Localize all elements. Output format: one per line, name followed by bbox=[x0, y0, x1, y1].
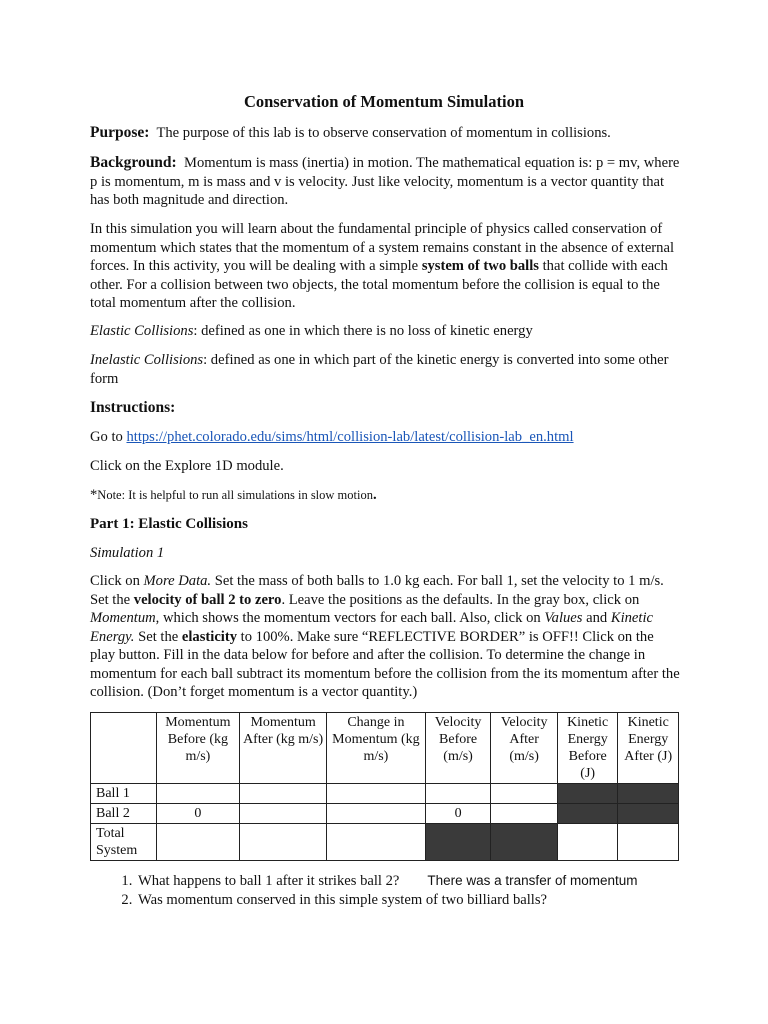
table-header-row bbox=[91, 713, 679, 784]
cell-velocity-before: 0 bbox=[425, 804, 491, 824]
table-header-velocity-after: Velocity After (m/s) bbox=[491, 713, 558, 784]
cell-ke-after-shaded bbox=[618, 784, 679, 804]
note-period: . bbox=[372, 487, 377, 503]
cell-change-momentum[interactable] bbox=[326, 804, 425, 824]
collision-data-table bbox=[90, 712, 679, 861]
sim-text-c: . Leave the positions as the defaults. In the gray box, click on bbox=[281, 591, 640, 608]
purpose-label: Purpose: bbox=[90, 124, 150, 141]
instructions-heading: Instructions: bbox=[90, 399, 176, 416]
table-header-corner bbox=[91, 713, 157, 784]
cell-momentum-after[interactable] bbox=[240, 784, 327, 804]
intro-text-2: that collide with each other. For a collision between two objects, the total momentum before the collision is equal to the total momentum after the collision. bbox=[90, 258, 668, 311]
table-row-ball-1 bbox=[91, 784, 679, 804]
page-title: Conservation of Momentum Simulation bbox=[243, 92, 525, 111]
question-text: Was momentum conserved in this simple system of two billiard balls? bbox=[138, 891, 548, 908]
sim-text-f: to 100%. Make sure “REFLECTIVE BORDER” is OFF!! Click on the play button. Fill in the data below for before and after the collision. To determine the change in momentum for each ball subtract its momentum before the collision from the its momentum after the collision. (Don’t forget momentum is a vector quantity.) bbox=[90, 628, 680, 700]
cell-change-momentum[interactable] bbox=[326, 824, 425, 861]
question-list bbox=[90, 872, 696, 909]
cell-velocity-after[interactable] bbox=[491, 804, 558, 824]
momentum-term: Momentum bbox=[90, 610, 156, 626]
cell-velocity-after[interactable] bbox=[491, 784, 558, 804]
values-term: Values bbox=[544, 610, 583, 626]
cell-momentum-before[interactable] bbox=[156, 784, 240, 804]
sim-text-e: Set the bbox=[134, 628, 182, 645]
purpose-paragraph bbox=[90, 124, 680, 143]
goto-line bbox=[90, 428, 680, 447]
simulation-instructions bbox=[90, 572, 680, 702]
elastic-text: : defined as one in which there is no loss of kinetic energy bbox=[193, 323, 533, 339]
table-header-velocity-before: Velocity Before (m/s) bbox=[425, 713, 491, 784]
kinetic-energy-term: Kinetic Energy. bbox=[90, 610, 653, 645]
row-label: Ball 2 bbox=[91, 804, 157, 824]
table-header-change-momentum: Change in Momentum (kg m/s) bbox=[326, 713, 425, 784]
intro-text-1: In this simulation you will learn about the fundamental principle of physics called conservation of momentum which states that the momentum of a system remains constant in the absence of external forces. In this activity, you will be dealing with a simple bbox=[90, 221, 674, 274]
simulation-link[interactable]: https://phet.colorado.edu/sims/html/collision-lab/latest/collision-lab_en.html bbox=[126, 429, 574, 445]
intro-paragraph bbox=[90, 220, 680, 313]
cell-velocity-before[interactable] bbox=[425, 784, 491, 804]
more-data-term: More Data. bbox=[143, 573, 212, 589]
question-answer[interactable]: There was a transfer of momentum bbox=[427, 873, 638, 888]
inelastic-definition bbox=[90, 351, 680, 388]
cell-change-momentum[interactable] bbox=[326, 784, 425, 804]
row-label: Total System bbox=[91, 824, 157, 861]
simulation-label: Simulation 1 bbox=[90, 545, 165, 561]
list-item bbox=[136, 891, 696, 910]
table-row-ball-2 bbox=[91, 804, 679, 824]
inelastic-text: : defined as one in which part of the kinetic energy is converted into some other form bbox=[90, 352, 669, 387]
cell-momentum-after[interactable] bbox=[240, 824, 327, 861]
cell-momentum-before[interactable] bbox=[156, 824, 240, 861]
cell-ke-after[interactable] bbox=[618, 824, 679, 861]
cell-velocity-after-shaded bbox=[491, 824, 558, 861]
table-header-momentum-before: Momentum Before (kg m/s) bbox=[156, 713, 240, 784]
question-text: What happens to ball 1 after it strikes ball 2? bbox=[138, 873, 400, 889]
sim-text-a: Click on bbox=[90, 573, 144, 589]
sim-text-b: Set the mass of both balls to 1.0 kg each. For ball 1, set the velocity to 1 m/s. Set the bbox=[90, 573, 664, 608]
explore-instruction: Click on the Explore 1D module. bbox=[90, 458, 284, 474]
cell-velocity-before-shaded bbox=[425, 824, 491, 861]
cell-momentum-after[interactable] bbox=[240, 804, 327, 824]
cell-ke-after-shaded bbox=[618, 804, 679, 824]
background-text: Momentum is mass (inertia) in motion. The mathematical equation is: p = mv, where p is momentum, m is mass and v is velocity. Just like velocity, momentum is a vector quantity that has both magnitude and direction. bbox=[90, 155, 680, 208]
table-header-ke-after: Kinetic Energy After (J) bbox=[618, 713, 679, 784]
purpose-text: The purpose of this lab is to observe conservation of momentum in collisions. bbox=[156, 125, 611, 141]
goto-text: Go to bbox=[90, 429, 127, 445]
part1-heading: Part 1: Elastic Collisions bbox=[90, 516, 248, 532]
list-item bbox=[136, 872, 696, 891]
cell-ke-before[interactable] bbox=[557, 824, 618, 861]
sim-text-and: and bbox=[582, 610, 611, 626]
velocity-ball2-bold: velocity of ball 2 to zero bbox=[133, 591, 282, 608]
cell-momentum-before: 0 bbox=[156, 804, 240, 824]
elastic-term: Elastic Collisions bbox=[90, 323, 194, 339]
intro-bold: system of two balls bbox=[421, 258, 539, 274]
table-header-ke-before: Kinetic Energy Before (J) bbox=[557, 713, 618, 784]
note-text: Note: It is helpful to run all simulations in slow motion bbox=[97, 488, 373, 502]
cell-ke-before-shaded bbox=[557, 784, 618, 804]
elastic-definition bbox=[90, 322, 680, 341]
sim-text-d: , which shows the momentum vectors for each ball. Also, click on bbox=[155, 610, 545, 626]
table-row-total-system bbox=[91, 824, 679, 861]
table-header-momentum-after: Momentum After (kg m/s) bbox=[240, 713, 327, 784]
inelastic-term: Inelastic Collisions bbox=[90, 352, 204, 368]
slow-motion-note bbox=[90, 486, 680, 505]
note-star: * bbox=[90, 487, 98, 503]
cell-ke-before-shaded bbox=[557, 804, 618, 824]
background-label: Background: bbox=[90, 154, 177, 171]
elasticity-bold: elasticity bbox=[181, 628, 238, 645]
row-label: Ball 1 bbox=[91, 784, 157, 804]
background-paragraph bbox=[90, 154, 680, 210]
